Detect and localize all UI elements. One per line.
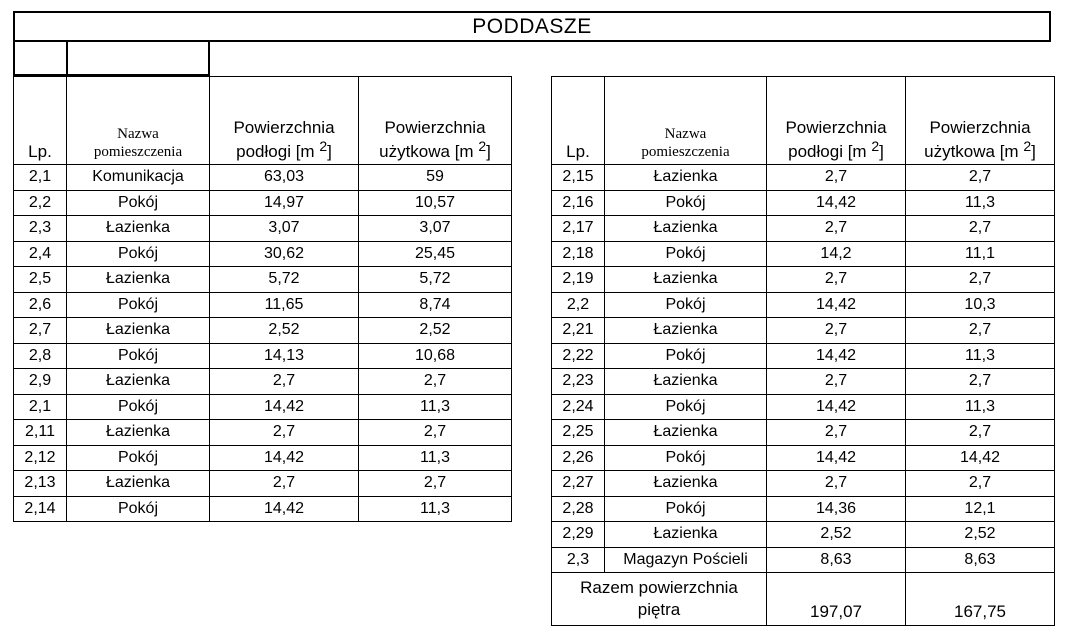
cell-lp: 2,22 <box>552 343 605 369</box>
cell-room-name: Łazienka <box>605 318 767 344</box>
cell-lp: 2,6 <box>14 292 67 318</box>
cell-lp: 2,1 <box>14 165 67 191</box>
header-floor-area-line2: podłogi [m <box>236 142 315 161</box>
unit-superscript: 2 <box>319 138 328 154</box>
header-row <box>552 77 1055 165</box>
header-usable-area-line2: użytkowa [m <box>379 142 474 161</box>
rooms-table-left <box>13 76 512 522</box>
cell-usable-area: 11,3 <box>906 343 1055 369</box>
page-title: PODDASZE <box>13 11 1051 42</box>
empty-header-cell-lp <box>13 42 68 76</box>
unit-close: ] <box>327 142 332 161</box>
table-row <box>552 522 1055 548</box>
cell-floor-area: 2,7 <box>767 369 906 395</box>
cell-usable-area: 11,3 <box>359 445 512 471</box>
cell-usable-area: 2,7 <box>906 318 1055 344</box>
cell-room-name: Łazienka <box>67 216 210 242</box>
table-row <box>14 241 512 267</box>
cell-lp: 2,2 <box>552 292 605 318</box>
cell-usable-area: 2,52 <box>906 522 1055 548</box>
cell-lp: 2,15 <box>552 165 605 191</box>
cell-usable-area: 11,3 <box>906 190 1055 216</box>
table-row <box>14 318 512 344</box>
table-row <box>14 394 512 420</box>
table-row <box>552 547 1055 573</box>
cell-usable-area: 2,7 <box>906 471 1055 497</box>
table-row <box>552 318 1055 344</box>
unit-superscript: 2 <box>1023 138 1032 154</box>
summary-floor-total: 197,07 <box>767 573 906 626</box>
table-row <box>552 369 1055 395</box>
table-row <box>552 420 1055 446</box>
summary-row <box>552 573 1055 626</box>
table-row <box>552 445 1055 471</box>
cell-lp: 2,11 <box>14 420 67 446</box>
cell-usable-area: 2,7 <box>906 420 1055 446</box>
cell-floor-area: 2,7 <box>767 267 906 293</box>
cell-floor-area: 63,03 <box>210 165 359 191</box>
cell-floor-area: 14,42 <box>767 190 906 216</box>
cell-lp: 2,21 <box>552 318 605 344</box>
cell-room-name: Pokój <box>605 445 767 471</box>
table-row <box>14 496 512 522</box>
cell-room-name: Komunikacja <box>67 165 210 191</box>
header-usable-area-line1: Powierzchnia <box>384 118 486 137</box>
table-row <box>552 267 1055 293</box>
cell-room-name: Pokój <box>67 445 210 471</box>
unit-superscript: 2 <box>478 138 487 154</box>
table-row <box>14 471 512 497</box>
cell-lp: 2,8 <box>14 343 67 369</box>
cell-floor-area: 2,7 <box>767 420 906 446</box>
table-row <box>552 496 1055 522</box>
cell-floor-area: 14,42 <box>767 343 906 369</box>
table-row <box>552 394 1055 420</box>
cell-room-name: Łazienka <box>67 267 210 293</box>
cell-room-name: Pokój <box>605 343 767 369</box>
cell-usable-area: 11,1 <box>906 241 1055 267</box>
cell-usable-area: 11,3 <box>359 496 512 522</box>
cell-lp: 2,1 <box>14 394 67 420</box>
cell-room-name: Pokój <box>67 343 210 369</box>
cell-lp: 2,27 <box>552 471 605 497</box>
cell-room-name: Pokój <box>67 241 210 267</box>
cell-floor-area: 2,7 <box>210 471 359 497</box>
table-row <box>14 445 512 471</box>
header-room-name <box>67 77 210 165</box>
cell-room-name: Pokój <box>605 190 767 216</box>
cell-usable-area: 10,3 <box>906 292 1055 318</box>
cell-lp: 2,23 <box>552 369 605 395</box>
cell-room-name: Łazienka <box>67 420 210 446</box>
cell-lp: 2,19 <box>552 267 605 293</box>
header-floor-area <box>767 77 906 165</box>
table-row <box>14 420 512 446</box>
cell-room-name: Pokój <box>67 292 210 318</box>
unit-superscript: 2 <box>871 138 880 154</box>
cell-room-name: Pokój <box>605 394 767 420</box>
cell-lp: 2,12 <box>14 445 67 471</box>
cell-floor-area: 2,7 <box>767 318 906 344</box>
cell-room-name: Łazienka <box>605 471 767 497</box>
cell-lp: 2,3 <box>14 216 67 242</box>
table-row <box>14 292 512 318</box>
cell-lp: 2,3 <box>552 547 605 573</box>
cell-room-name: Łazienka <box>67 318 210 344</box>
cell-lp: 2,13 <box>14 471 67 497</box>
cell-room-name: Łazienka <box>605 216 767 242</box>
header-floor-area-line1: Powierzchnia <box>785 118 887 137</box>
cell-room-name: Łazienka <box>605 420 767 446</box>
cell-lp: 2,16 <box>552 190 605 216</box>
cell-usable-area: 10,68 <box>359 343 512 369</box>
header-room-name-line1: Nazwa <box>664 126 707 142</box>
header-floor-area-line1: Powierzchnia <box>233 118 335 137</box>
table-row <box>14 343 512 369</box>
cell-lp: 2,7 <box>14 318 67 344</box>
cell-floor-area: 11,65 <box>210 292 359 318</box>
table-row <box>14 190 512 216</box>
cell-lp: 2,14 <box>14 496 67 522</box>
cell-usable-area: 59 <box>359 165 512 191</box>
cell-usable-area: 2,7 <box>906 267 1055 293</box>
cell-lp: 2,2 <box>14 190 67 216</box>
cell-floor-area: 2,7 <box>767 165 906 191</box>
cell-usable-area: 8,74 <box>359 292 512 318</box>
table-row <box>14 267 512 293</box>
cell-room-name: Pokój <box>605 241 767 267</box>
header-row <box>14 77 512 165</box>
header-room-name-line1: Nazwa <box>117 126 159 142</box>
cell-lp: 2,4 <box>14 241 67 267</box>
table-row <box>552 292 1055 318</box>
summary-label <box>552 573 767 626</box>
cell-usable-area: 3,07 <box>359 216 512 242</box>
cell-usable-area: 2,7 <box>359 471 512 497</box>
cell-room-name: Łazienka <box>605 267 767 293</box>
cell-usable-area: 2,7 <box>906 165 1055 191</box>
unit-close: ] <box>1031 142 1036 161</box>
cell-lp: 2,29 <box>552 522 605 548</box>
summary-label-line1: Razem powierzchnia <box>580 578 738 597</box>
cell-floor-area: 5,72 <box>210 267 359 293</box>
cell-room-name: Łazienka <box>605 369 767 395</box>
unit-close: ] <box>879 142 884 161</box>
summary-usable-total: 167,75 <box>906 573 1055 626</box>
summary-label-line2: piętra <box>637 600 681 619</box>
cell-usable-area: 2,52 <box>359 318 512 344</box>
header-floor-area-line2: podłogi [m <box>788 142 867 161</box>
cell-floor-area: 14,42 <box>767 292 906 318</box>
cell-lp: 2,5 <box>14 267 67 293</box>
cell-floor-area: 2,7 <box>210 420 359 446</box>
cell-usable-area: 8,63 <box>906 547 1055 573</box>
cell-room-name: Łazienka <box>67 369 210 395</box>
cell-floor-area: 14,42 <box>210 445 359 471</box>
cell-floor-area: 3,07 <box>210 216 359 242</box>
header-room-name-line2: pomieszczenia <box>93 144 183 160</box>
cell-usable-area: 2,7 <box>359 369 512 395</box>
cell-usable-area: 2,7 <box>906 369 1055 395</box>
table-row <box>14 165 512 191</box>
cell-lp: 2,28 <box>552 496 605 522</box>
table-row <box>552 471 1055 497</box>
header-usable-area-line1: Powierzchnia <box>929 118 1031 137</box>
cell-floor-area: 2,7 <box>767 216 906 242</box>
cell-floor-area: 14,42 <box>767 445 906 471</box>
cell-floor-area: 2,7 <box>767 471 906 497</box>
cell-lp: 2,26 <box>552 445 605 471</box>
cell-room-name: Magazyn Pościeli <box>605 547 767 573</box>
header-room-name-line2: pomieszczenia <box>641 144 730 160</box>
cell-floor-area: 14,36 <box>767 496 906 522</box>
cell-floor-area: 14,13 <box>210 343 359 369</box>
cell-usable-area: 2,7 <box>906 216 1055 242</box>
table-row <box>552 190 1055 216</box>
cell-usable-area: 11,3 <box>359 394 512 420</box>
empty-header-cell-name <box>66 42 210 76</box>
cell-floor-area: 8,63 <box>767 547 906 573</box>
cell-usable-area: 10,57 <box>359 190 512 216</box>
table-row <box>14 216 512 242</box>
rooms-table-right <box>551 76 1055 626</box>
cell-usable-area: 14,42 <box>906 445 1055 471</box>
header-lp: Lp. <box>14 77 67 165</box>
table-row <box>14 369 512 395</box>
header-lp: Lp. <box>552 77 605 165</box>
cell-floor-area: 14,2 <box>767 241 906 267</box>
cell-room-name: Pokój <box>67 190 210 216</box>
cell-room-name: Łazienka <box>605 165 767 191</box>
cell-floor-area: 2,52 <box>767 522 906 548</box>
cell-lp: 2,17 <box>552 216 605 242</box>
cell-usable-area: 2,7 <box>359 420 512 446</box>
cell-usable-area: 12,1 <box>906 496 1055 522</box>
cell-floor-area: 30,62 <box>210 241 359 267</box>
cell-usable-area: 5,72 <box>359 267 512 293</box>
cell-floor-area: 14,42 <box>767 394 906 420</box>
header-usable-area-line2: użytkowa [m <box>924 142 1019 161</box>
header-room-name <box>605 77 767 165</box>
cell-lp: 2,9 <box>14 369 67 395</box>
cell-usable-area: 25,45 <box>359 241 512 267</box>
table-row <box>552 216 1055 242</box>
header-usable-area <box>906 77 1055 165</box>
cell-room-name: Pokój <box>605 292 767 318</box>
cell-room-name: Pokój <box>605 496 767 522</box>
cell-floor-area: 14,97 <box>210 190 359 216</box>
table-row <box>552 165 1055 191</box>
table-row <box>552 343 1055 369</box>
cell-floor-area: 2,7 <box>210 369 359 395</box>
cell-lp: 2,25 <box>552 420 605 446</box>
cell-lp: 2,18 <box>552 241 605 267</box>
cell-room-name: Pokój <box>67 496 210 522</box>
cell-room-name: Łazienka <box>67 471 210 497</box>
cell-usable-area: 11,3 <box>906 394 1055 420</box>
cell-floor-area: 14,42 <box>210 394 359 420</box>
unit-close: ] <box>486 142 491 161</box>
header-floor-area <box>210 77 359 165</box>
cell-lp: 2,24 <box>552 394 605 420</box>
cell-floor-area: 2,52 <box>210 318 359 344</box>
cell-room-name: Łazienka <box>605 522 767 548</box>
table-row <box>552 241 1055 267</box>
cell-room-name: Pokój <box>67 394 210 420</box>
header-usable-area <box>359 77 512 165</box>
cell-floor-area: 14,42 <box>210 496 359 522</box>
